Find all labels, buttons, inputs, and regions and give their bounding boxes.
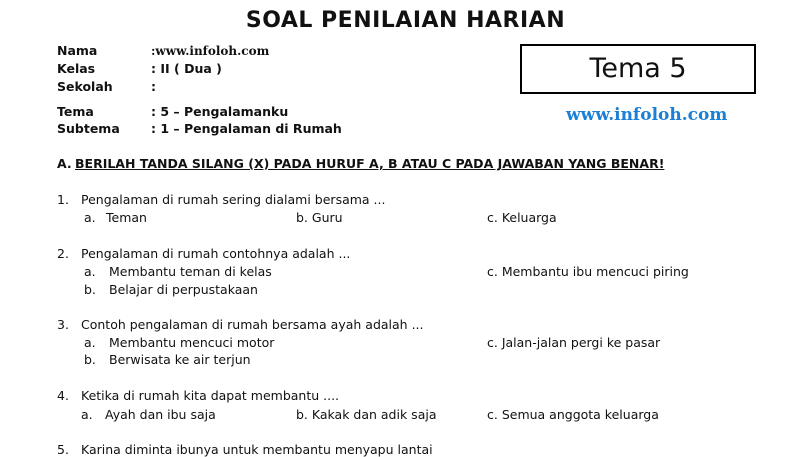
- option-letter-a: a.: [84, 210, 96, 225]
- field-label-nama: Nama: [57, 43, 98, 58]
- question-number: 3.: [57, 317, 69, 332]
- option-a: Teman: [106, 210, 147, 225]
- section-letter: A.: [57, 156, 72, 171]
- option-c: c. Membantu ibu mencuci piring: [487, 264, 689, 279]
- option-a: Ayah dan ibu saja: [105, 407, 216, 422]
- option-letter-b: b.: [84, 352, 96, 367]
- field-label-sekolah: Sekolah: [57, 79, 113, 94]
- question-text: Pengalaman di rumah sering dialami bersama ...: [81, 192, 386, 207]
- option-letter-a: a.: [84, 335, 96, 350]
- field-label-tema: Tema: [57, 104, 94, 119]
- field-label-kelas: Kelas: [57, 61, 96, 76]
- tema-box: [520, 44, 756, 94]
- question-number: 2.: [57, 246, 69, 261]
- question-text: Ketika di rumah kita dapat membantu ....: [81, 388, 340, 403]
- option-c: c. Keluarga: [487, 210, 557, 225]
- field-value-sekolah: :: [151, 79, 156, 94]
- option-b: b. Guru: [296, 210, 343, 225]
- website-watermark: www.infoloh.com: [566, 105, 728, 125]
- page-title: SOAL PENILAIAN HARIAN: [245, 8, 566, 33]
- option-a: Membantu mencuci motor: [109, 335, 275, 350]
- tema-box-label: Tema 5: [589, 53, 687, 84]
- option-letter-b: b.: [84, 282, 96, 297]
- section-instruction: BERILAH TANDA SILANG (X) PADA HURUF A, B ATAU C PADA JAWABAN YANG BENAR!: [75, 156, 665, 171]
- field-label-subtema: Subtema: [57, 121, 120, 136]
- option-b: Belajar di perpustakaan: [109, 282, 258, 297]
- field-value-tema: : 5 – Pengalamanku: [151, 104, 289, 119]
- question-number: 4.: [57, 388, 69, 403]
- option-c: c. Semua anggota keluarga: [487, 407, 659, 422]
- question-number: 1.: [57, 192, 69, 207]
- question-text: Karina diminta ibunya untuk membantu menyapu lantai: [81, 442, 433, 457]
- option-c: c. Jalan-jalan pergi ke pasar: [487, 335, 661, 350]
- field-value-nama: :www.infoloh.com: [151, 44, 270, 58]
- question-text: Pengalaman di rumah contohnya adalah ...: [81, 246, 351, 261]
- question-text: Contoh pengalaman di rumah bersama ayah adalah ...: [81, 317, 424, 332]
- field-value-subtema: : 1 – Pengalaman di Rumah: [151, 121, 342, 136]
- question-number: 5.: [57, 442, 69, 457]
- option-b: Berwisata ke air terjun: [109, 352, 251, 367]
- option-letter-a: a.: [81, 407, 93, 422]
- field-value-kelas: : II ( Dua ): [151, 61, 222, 76]
- option-a: Membantu teman di kelas: [109, 264, 272, 279]
- option-letter-a: a.: [84, 264, 96, 279]
- option-b: b. Kakak dan adik saja: [296, 407, 437, 422]
